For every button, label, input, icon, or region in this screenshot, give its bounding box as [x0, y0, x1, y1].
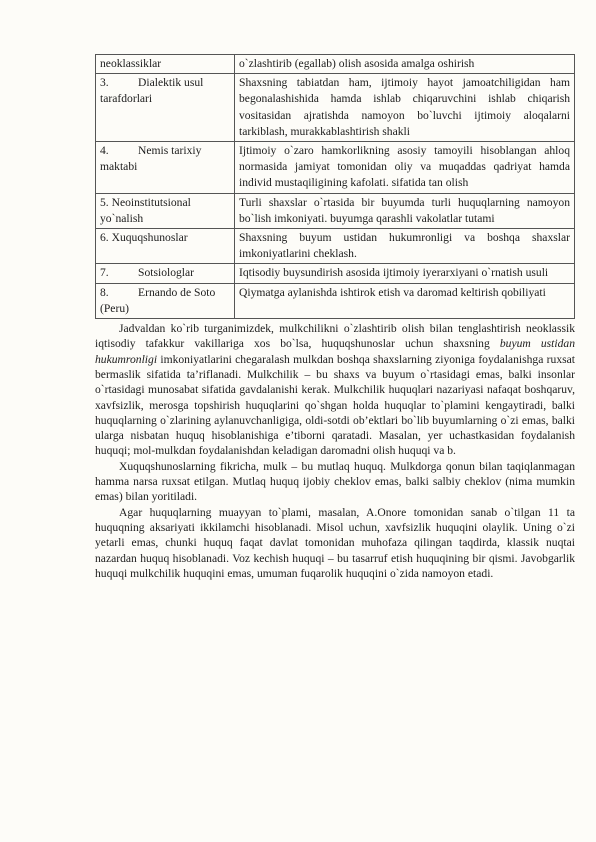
table-cell-text: Ijtimoiy o`zaro hamkorlikning asosiy tamoyili hisoblangan ahloq normasida jamiyat tomonidan oliy va muqaddas qadriyat hamda individ mustaqiligining kafolati. sifatida tan olish [235, 142, 575, 194]
table-cell-text: o`zlashtirib (egallab) olish asosida amalga oshirish [235, 55, 575, 74]
body-text [95, 321, 575, 581]
table-row [96, 74, 575, 142]
table-row [96, 229, 575, 264]
table-row [96, 142, 575, 194]
table-cell-text: Qiymatga aylanishda ishtirok etish va daromad keltirish qobiliyati [235, 283, 575, 318]
table-cell-text: Turli shaxslar o`rtasida bir buyumda turli huquqlarning namoyon bo`lish imkoniyati. buyumga qarashli vakolatlar tutami [235, 193, 575, 228]
table-cell-label: 4. Nemis tarixiy maktabi [96, 142, 235, 194]
table-cell-label: 8. Ernando de Soto (Peru) [96, 283, 235, 318]
table-row [96, 283, 575, 318]
paragraph: Jadvaldan ko`rib turganimizdek, mulkchilikni o`zlashtirib olish bilan tenglashtirish neoklassik iqtisodiy tafakkur vakillariga xos bo`lsa, huquqshunoslar uchun shaxsning buyum ustidan hukumronligi imkoniyatlarini chegaralash mulkdan boshqa shaxslarning ziyoniga foydalanishga ruxsat bermaslik sifatida ta’riflanadi. Mulkchilik – bu shaxs va buyum o`rtasidagi emas, balki insonlar o`rtasidagi munosabat sifatida gavdalanishi kerak. Mulkchilik huquqlari nazariyasi nafaqat boshqaruv, xavfsizlik, merosga topshirish huquqlarini qo`shgan holda huquqlar to`plamini kengaytiradi, balki huquqlarning o`zlarining aylanuvchanligiga, oldi-sotdi ob’ektlari bo`lib buyumlarning o`zi emas, balki ularga nisbatan huquq hisoblanishiga e’tiborni qaratadi. Masalan, yer uchastkasidan foydalanish huquqi; mol-mulkdan foydalanishdan keladigan daromadni olish huquqi va b. [95, 322, 575, 458]
paragraph: Xuquqshunoslarning fikricha, mulk – bu mutlaq huquq. Mulkdorga qonun bilan taqiqlanmagan hamma narsa ruxsat etilgan. Mutlaq huquq ijobiy cheklov emas, balki salbiy cheklov (nima mumkin emas) bilan yoritiladi. [95, 459, 575, 504]
table-cell-text: Shaxsning buyum ustidan hukumronligi va boshqa shaxslar imkoniyatlarini cheklash. [235, 229, 575, 264]
table-cell-text: Iqtisodiy buysundirish asosida ijtimoiy iyerarxiyani o`rnatish usuli [235, 264, 575, 283]
table-cell-label: 6. Xuquqshunoslar [96, 229, 235, 264]
table-row [96, 193, 575, 228]
table-cell-label: 5. Neoinstitutsional yo`nalish [96, 193, 235, 228]
italic-phrase: buyum ustidan hukumronligi [95, 337, 575, 366]
table-cell-text: Shaxsning tabiatdan ham, ijtimoiy hayot jamoatchiligidan ham begonalashishida hamda ishlab chiqaruvchini ishlab chiqarish vositasidan ajratishda namoyon bo`luvchi ijtimoiy aloqalarni tarkiblash, murakkablashtirish shakli [235, 74, 575, 142]
table-cell-label: 7. Sotsiologlar [96, 264, 235, 283]
table-row [96, 55, 575, 74]
document-page [95, 54, 575, 581]
ownership-views-table [95, 54, 575, 319]
table-cell-label: 3. Dialektik usul tarafdorlari [96, 74, 235, 142]
paragraph: Agar huquqlarning muayyan to`plami, masalan, A.Onore tomonidan sanab o`tilgan 11 ta huquqning aksariyati ikkilamchi hisoblanadi. Misol uchun, xavfsizlik huquqini olaylik. Uning o`zi yetarli emas, chunki huquq faqat davlat tomonidan muhofaza qilingan taqdirda, klassik nuqtai nazardan huquq hisoblanadi. Voz kechish huquqi – bu tasarruf etish huquqining bir qismi. Javobgarlik huquqi mulkchilik huquqini emas, umuman fuqarolik huquqini o`zida namoyon etadi. [95, 505, 575, 580]
table-cell-label: neoklassiklar [96, 55, 235, 74]
table-row [96, 264, 575, 283]
